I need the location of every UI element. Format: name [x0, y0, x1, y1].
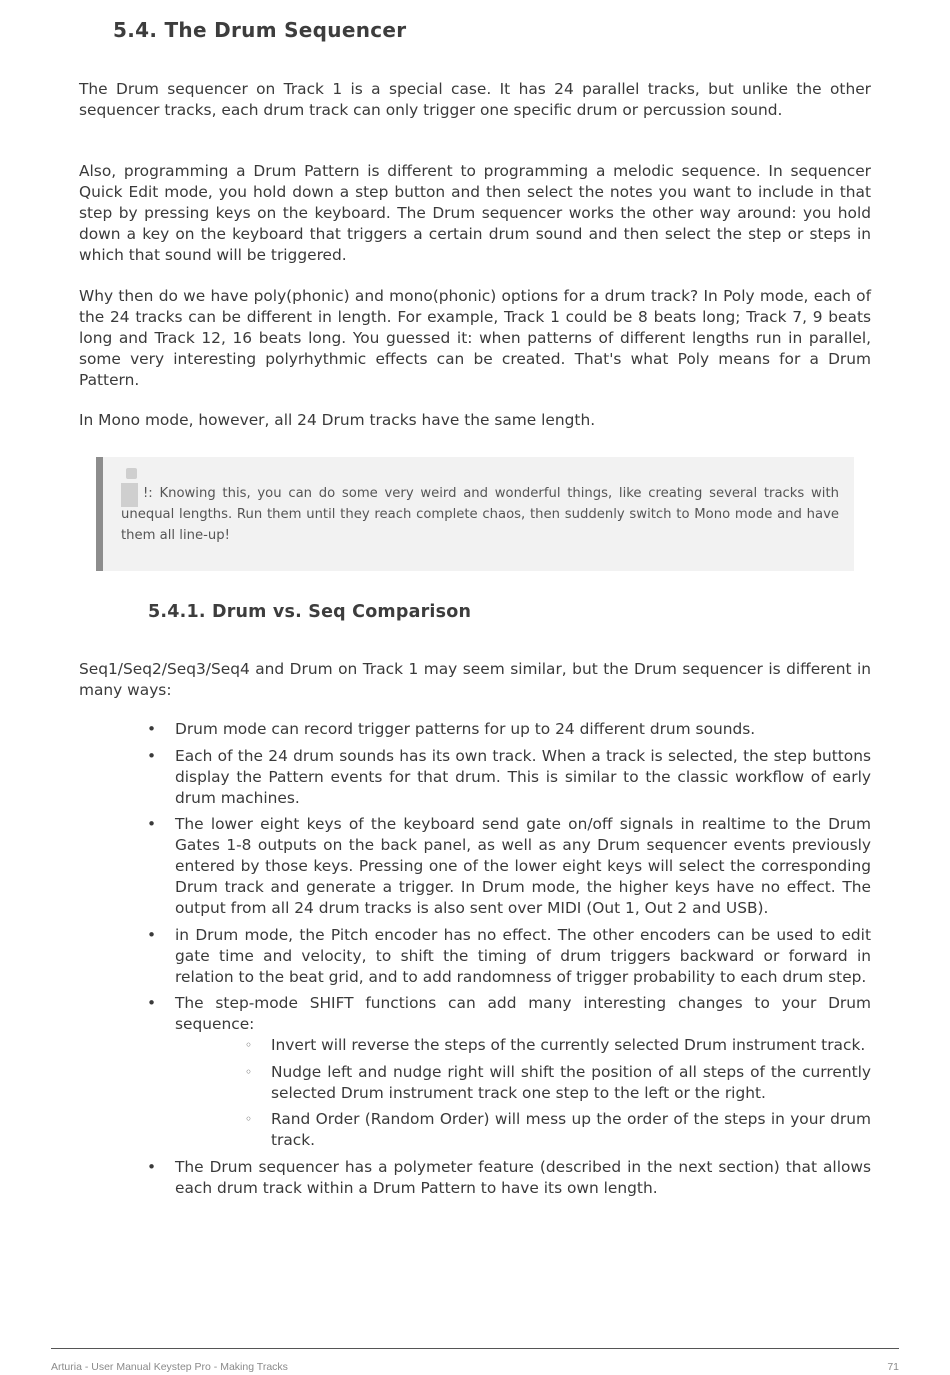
footer-divider	[51, 1348, 899, 1349]
paragraph-comparison-intro: Seq1/Seq2/Seq3/Seq4 and Drum on Track 1 may seem similar, but the Drum sequencer is different in many ways:	[79, 660, 871, 699]
list-item: • in Drum mode, the Pitch encoder has no effect. The other encoders can be used to edit gate time and velocity, to shift the timing of drum triggers backward or forward in relation to the beat grid, and to add randomness of trigger probability to each drum step.	[175, 925, 871, 988]
shift-functions-list	[271, 1035, 871, 1151]
list-item: • The lower eight keys of the keyboard send gate on/off signals in realtime to the Drum Gates 1-8 outputs on the back panel, as well as any Drum sequencer events previously entered by those keys. Pressing one of the lower eight keys will select the corresponding Drum track and generate a trigger. In Drum mode, the higher keys have no effect. The output from all 24 drum tracks is also sent over MIDI (Out 1, Out 2 and USB).	[175, 814, 871, 919]
note-text: !: Knowing this, you can do some very weird and wonderful things, like creating several tracks with unequal lengths. Run them until they reach complete chaos, then suddenly switch to Mono mode and have them all line-up!	[121, 486, 839, 543]
list-item: • Each of the 24 drum sounds has its own track. When a track is selected, the step buttons display the Pattern events for that drum. This is similar to the classic workflow of early drum machines.	[175, 746, 871, 809]
paragraph-quick-edit: Also, programming a Drum Pattern is different to programming a melodic sequence. In sequencer Quick Edit mode, you hold down a step button and then select the notes you want to include in that step by pressing keys on the keyboard. The Drum sequencer works the other way around: you hold down a key on the keyboard that triggers a certain drum sound and then select the step or steps in which that sound will be triggered.	[79, 162, 871, 264]
section-heading: 5.4. The Drum Sequencer	[113, 18, 407, 42]
subsection-heading: 5.4.1. Drum vs. Seq Comparison	[148, 602, 472, 622]
list-item: • The Drum sequencer has a polymeter feature (described in the next section) that allows each drum track within a Drum Pattern to have its own length.	[175, 1157, 871, 1199]
sub-list-item: ◦ Rand Order (Random Order) will mess up the order of the steps in your drum track.	[271, 1109, 871, 1151]
paragraph-poly-mono: Why then do we have poly(phonic) and mono(phonic) options for a drum track? In Poly mode, each of the 24 tracks can be different in length. For example, Track 1 could be 8 beats long; Track 7, 9 beats long and Track 12, 16 beats long. You guessed it: when patterns of different lengths run in parallel, some very interesting polyrhythmic effects can be created. That's what Poly means for a Drum Pattern.	[79, 287, 871, 389]
info-note-box	[96, 457, 854, 571]
list-item: • Drum mode can record trigger patterns for up to 24 different drum sounds.	[175, 719, 871, 740]
paragraph-mono-mode: In Mono mode, however, all 24 Drum tracks have the same length.	[79, 411, 596, 429]
sub-list-item: ◦ Nudge left and nudge right will shift the position of all steps of the currently selected Drum instrument track one step to the left or the right.	[271, 1062, 871, 1104]
comparison-list	[175, 719, 871, 1204]
page-number: 71	[887, 1361, 899, 1373]
footer-title: Arturia - User Manual Keystep Pro - Making Tracks	[51, 1361, 288, 1373]
list-item: • The step-mode SHIFT functions can add many interesting changes to your Drum sequence: ◦ Invert will reverse the steps of the currently selected Drum instrument track. ◦ Nudge left and nudge right will shift the position of all steps of the currently selected Drum instrument track one step to the left or the right. ◦ Rand Order (Random Order) will mess up the order of the steps in your drum track.	[175, 993, 871, 1151]
paragraph-intro: The Drum sequencer on Track 1 is a special case. It has 24 parallel tracks, but unlike the other sequencer tracks, each drum track can only trigger one specific drum or percussion sound.	[79, 80, 871, 119]
sub-list-item: ◦ Invert will reverse the steps of the currently selected Drum instrument track.	[271, 1035, 871, 1056]
note-text-wrap	[121, 483, 839, 546]
